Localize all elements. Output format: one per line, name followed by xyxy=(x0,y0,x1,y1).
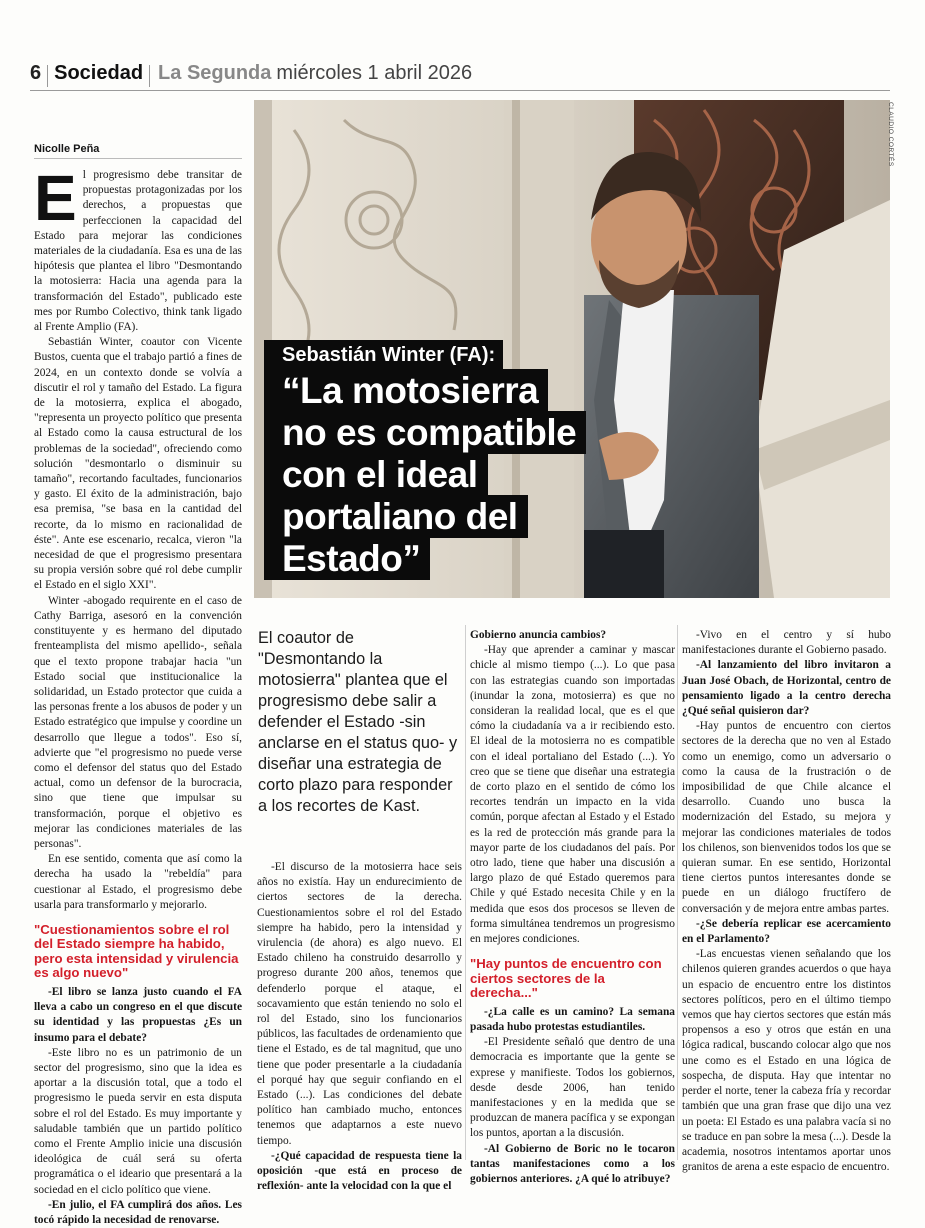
header-divider xyxy=(149,65,150,87)
headline-line: Estado” xyxy=(264,537,430,580)
interview-question: -¿Se debería replicar ese acercamiento en el Parlamento? xyxy=(682,917,891,946)
interview-question: -Al Gobierno de Boric no le tocaron tantas manifestaciones como a los gobiernos anteriores. ¿A qué lo atribuye? xyxy=(470,1142,675,1185)
headline-line: “La motosierra xyxy=(264,369,548,412)
section-name: Sociedad xyxy=(54,62,144,84)
headline-line: no es compatible xyxy=(264,411,586,454)
header-rule xyxy=(30,90,890,91)
article-column-1 xyxy=(34,162,242,1228)
interview-question: -Al lanzamiento del libro invitaron a Juan José Obach, de Horizontal, centro de pensamiento ligado a la centro derecha ¿Qué señal quisieron dar? xyxy=(682,659,891,718)
body-paragraph: Sebastián Winter, coautor con Vicente Bustos, cuenta que el trabajo partió a fines de 2024, en un contexto donde se volvía a discutir el rol y tamaño del Estado. La figura de la motosierra, explica el abogado, "representa un proyecto político que presenta al Estado como la causa estructural de los problemas de la sociedad", ofreciendo como solución "desmontarlo o disminuir su tamaño", recortando facultades, funcionarios y gasto. El éxito de la administración, bajo esa premisa, "se basa en la cantidad del recorte, da lo mismo en racionalidad de éste". Ante ese escenario, recalca, vieron "la necesidad de que el progresismo presentara su propia versión sobre qué rol debe cumplir el Estado en el siglo XXI". xyxy=(34,336,242,592)
body-paragraph: En ese sentido, comenta que así como la derecha ha usado la "rebeldía" para cuestionar al Estado, el progresismo debe usarla para transformarlo y mejorarlo. xyxy=(34,853,242,911)
headline-block xyxy=(264,340,614,580)
pull-quote: El coautor de "Desmontando la motosierra" plantea que el progresismo debe salir a defender el Estado -sin anclarse en el status quo- y diseñar una estrategia de corto plazo para responder a los recortes de Kast. xyxy=(258,629,458,815)
interview-question: -¿La calle es un camino? La semana pasada hubo protestas estudiantiles. xyxy=(470,1005,675,1033)
subheading: "Cuestionamientos sobre el rol del Estado siempre ha habido, pero esta intensidad y virulencia es algo nuevo" xyxy=(34,921,239,981)
page-number: 6 xyxy=(30,62,42,84)
interview-answer: -Hay puntos de encuentro con ciertos sectores de la derecha que no ven al Estado como un enemigo, como un adversario o como la causa de la frustración o de imposibilidad de que Chile alcance el desarrollo. Cuando uno busca la modernización del Estado, su mejora y mejorar las condiciones materiales de todos los chilenos, son bienvenidos todos los que se quieran sumar. En ese sentido, Horizontal tiene ciertos puntos interesantes donde se puede en un diálogo fructífero de conversación y de mejora entre ambas partes. xyxy=(682,720,891,915)
byline: Nicolle Peña xyxy=(34,143,100,155)
headline-kicker: Sebastián Winter (FA): xyxy=(264,340,503,370)
interview-answer: -Hay que aprender a caminar y mascar chicle al mismo tiempo (...). Lo que pasa con las estrategias cuando son importadas (inundar la zona, motosierra) es que no consideran la realidad local, que es el que cómo la ciudadanía va a ir recibiendo esto. El ideal de la motosierra no es compatible con el ideal portaliano del Estado (...). Yo creo que se tiene que diseñar una estrategia de corto plazo en el sentido de cómo los recortes tendrán un impacto en la vida común, porque afectan al Estado y el Estado es la red de protección más grande para la mayor parte de los ciudadanos del país. Por otro lado, tiene que haber una discusión a largo plazo de qué Estado queremos para Chile y qué Estado necesita Chile y en la medida que esos dos procesos se lleven de forma simultánea tendremos un progresismo en mejores condiciones. xyxy=(470,644,675,946)
header-divider xyxy=(47,65,48,87)
lead-paragraph: El progresismo debe transitar de propuestas protagonizadas por los derechos, a propuestas que perfeccionen la capacidad del Estado para mejorar las condiciones materiales de la ciudadanía. Esa es una de las hipótesis que plantea el libro "Desmontando la motosierra: Hacia una agenda para la transformación del Estado", publicado este mes por Rumbo Colectivo, think tank ligado al Frente Amplio (FA). xyxy=(34,162,242,334)
subheading: "Hay puntos de encuentro con ciertos sectores de la derecha..." xyxy=(470,956,662,1001)
issue-date: miércoles 1 abril 2026 xyxy=(276,62,473,84)
interview-answer: -Vivo en el centro y sí hubo manifestaciones durante el Gobierno pasado. xyxy=(682,629,891,657)
byline-rule xyxy=(34,158,242,159)
page-header xyxy=(30,62,472,90)
interview-question: -El libro se lanza justo cuando el FA lleva a cabo un congreso en el que discute su identidad y las propuestas ¿Es un insumo para el debate? xyxy=(34,985,242,1044)
interview-answer: -Las encuestas vienen señalando que los chilenos quieren grandes acuerdos o que haya un espacio de encuentro entre los distintos sectores políticos, pero en el último tiempo vemos que hay ciertos sectores que están más propensos a eso y otros que están en una lógica radical, buscando colocar algo que nos une como es el Estado en una lógica de sospecha, de disputa. Hay que intentar no perder el norte, tener la cabeza fría y recordar también que una gran frase que dijo una vez un poeta: El Estado es una palabra vacía si no se traduce en pan sobre la mesa (...). Desde la academia, nosotros intentamos aportar unos granitos de arena a este espacio de encuentro. xyxy=(682,948,891,1174)
drop-cap: E xyxy=(34,162,77,234)
article-column-5 xyxy=(682,628,891,1175)
headline-line: con el ideal xyxy=(264,453,488,496)
body-paragraph: Winter -abogado requirente en el caso de Cathy Barriga, asesoró en la convención constituyente y es hermano del diputado frenteamplista del mismo apellido-, señala que el texto propone trabajar hacia "un Estado social que institucionalice la solidaridad, un Estado protector que cuida a las personas frente a los abusos de poder y un Estado estratégico que impulse y coordine un desarrollo que llegue a todos". Eso sí, advierte que "el progresismo no puede verse como el defensor del status quo del Estado actual, como un defensor de la burocracia, sino que tiene que impulsar su transformación, porque el objetivo es mejorar las condiciones materiales de las personas". xyxy=(34,594,242,850)
headline-line: portaliano del xyxy=(264,495,528,538)
column-divider xyxy=(465,625,466,1160)
interview-question: -En julio, el FA cumplirá dos años. Les tocó rápido la necesidad de renovarse. xyxy=(34,1198,242,1226)
interview-answer: -El discurso de la motosierra hace seis años no existía. Hay un endurecimiento de ciertos sectores de la derecha. Cuestionamientos sobre el rol del Estado siempre ha habido, pero la intensidad y virulencia (de ahora) es algo nuevo. El Estado chileno ha construido desarrollo y progreso durante 200 años, tenemos que defenderlo porque el ataque, el socavamiento que están teniendo no solo el rol del Estado, sino los funcionarios públicos, las facultades de ordenamiento que tiene el Estado, es de tal magnitud, que uno tiene que poder presentarle a la ciudadanía el porqué hay que seguir confiando en el Estado (...). Las condiciones del debate político han cambiado mucho, entonces tenemos que adaptarnos a este nuevo tiempo. xyxy=(257,861,462,1147)
interview-answer: -Este libro no es un patrimonio de un sector del progresismo, sino que la idea es aportar a la discusión total, que a todo el progresismo le pueda servir en esta disputa sobre el rol del Estado. Es muy importante y saludable también que un partido político como el Frente Amplio inicie una discusión ideológica de cuál será su oferta programática o el ideario que presentará a la sociedad en el ciclo político que viene. xyxy=(34,1046,242,1196)
article-column-4 xyxy=(470,628,675,1187)
interview-question: Gobierno anuncia cambios? xyxy=(470,629,607,641)
interview-answer: -El Presidente señaló que dentro de una democracia es importante que la gente se exprese y manifieste. Todos los gobiernos, desde desde 2006, han tenido manifestaciones y en la medida que se produzcan de manera pacífica y se expongan los puntos, aportan a la discusión. xyxy=(470,1036,675,1140)
photo-credit: CLAUDIO CORTÉS xyxy=(887,102,894,167)
article-column-3 xyxy=(257,860,462,1194)
column-divider xyxy=(677,625,678,1160)
interview-question: -¿Qué capacidad de respuesta tiene la oposición -que está en proceso de reflexión- ante la velocidad con la que el xyxy=(257,1149,462,1193)
newspaper-name: La Segunda xyxy=(158,62,272,84)
